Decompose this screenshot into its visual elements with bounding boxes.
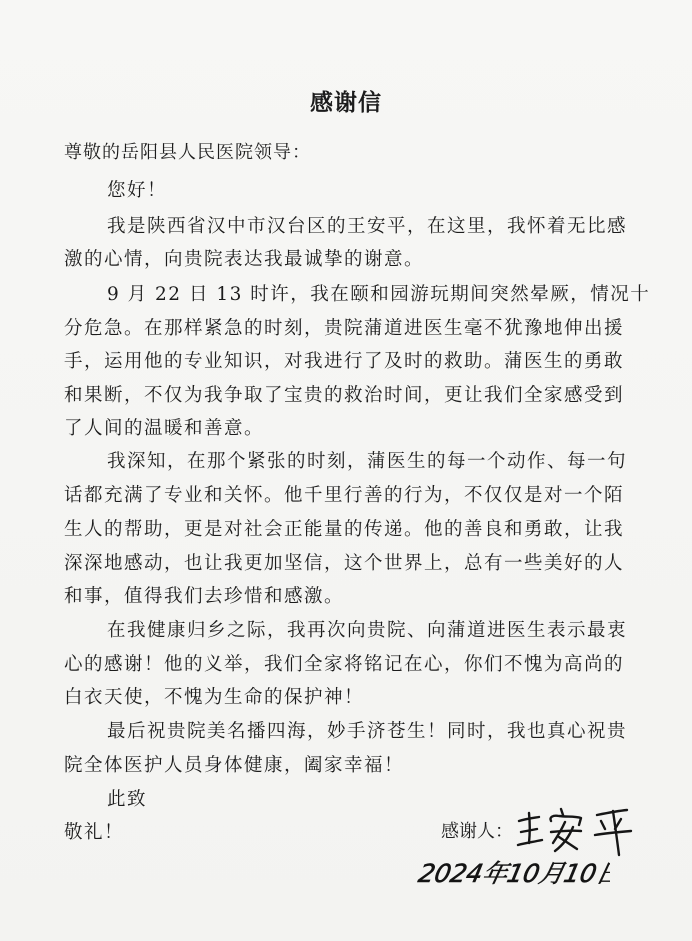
paragraph-4-line: 心的感谢！他的义举，我们全家将铭记在心，你们不愧为高尚的 <box>64 654 625 675</box>
letter-title: 感谢信 <box>310 90 382 116</box>
signer-label: 感谢人： <box>441 821 513 842</box>
date-text: 2024年10月10日 <box>415 859 610 888</box>
handwritten-date <box>410 850 610 895</box>
greeting: 您好！ <box>107 180 168 201</box>
paragraph-2-line: 9 月 22 日 13 时许，我在颐和园游玩期间突然晕厥，情况十 <box>107 284 651 305</box>
salutation: 尊敬的岳阳县人民医院领导： <box>64 142 311 163</box>
paragraph-3-line: 我深知，在那个紧张的时刻，蒲医生的每一个动作、每一句 <box>107 451 628 472</box>
closing-jing-li: 敬礼！ <box>64 822 125 843</box>
paragraph-1-line: 我是陕西省汉中市汉台区的王安平，在这里，我怀着无比感 <box>107 216 628 237</box>
paragraph-5-line: 最后祝贵院美名播四海，妙手济苍生！同时，我也真心祝贵 <box>107 721 628 742</box>
closing-ci-zhi: 此致 <box>107 789 148 810</box>
paragraph-3-line: 生人的帮助，更是对社会正能量的传递。他的善良和勇敢，让我 <box>64 519 625 540</box>
paragraph-4-line: 在我健康归乡之际，我再次向贵院、向蒲道进医生表示最衷 <box>107 620 628 641</box>
paragraph-3-line: 话都充满了专业和关怀。他千里行善的行为，不仅仅是对一个陌 <box>64 485 625 506</box>
paragraph-3-line: 深深地感动，也让我更加坚信，这个世界上，总有一些美好的人 <box>64 553 625 574</box>
paragraph-2-line: 了人间的温暖和善意。 <box>64 418 265 439</box>
paragraph-2-line: 分危急。在那样紧急的时刻，贵院蒲道进医生毫不犹豫地伸出援 <box>64 318 625 339</box>
paragraph-2-line: 手，运用他的专业知识，对我进行了及时的救助。蒲医生的勇敢 <box>64 351 625 372</box>
paragraph-4-line: 白衣天使，不愧为生命的保护神！ <box>64 687 365 708</box>
paragraph-1-line: 激的心情，向贵院表达我最诚挚的谢意。 <box>64 249 425 270</box>
paragraph-3-line: 和事，值得我们去珍惜和感激。 <box>64 586 345 607</box>
paragraph-2-line: 和果断，不仅为我争取了宝贵的救治时间，更让我们全家感受到 <box>64 385 625 406</box>
paragraph-5-line: 院全体医护人员身体健康，阖家幸福！ <box>64 755 405 776</box>
